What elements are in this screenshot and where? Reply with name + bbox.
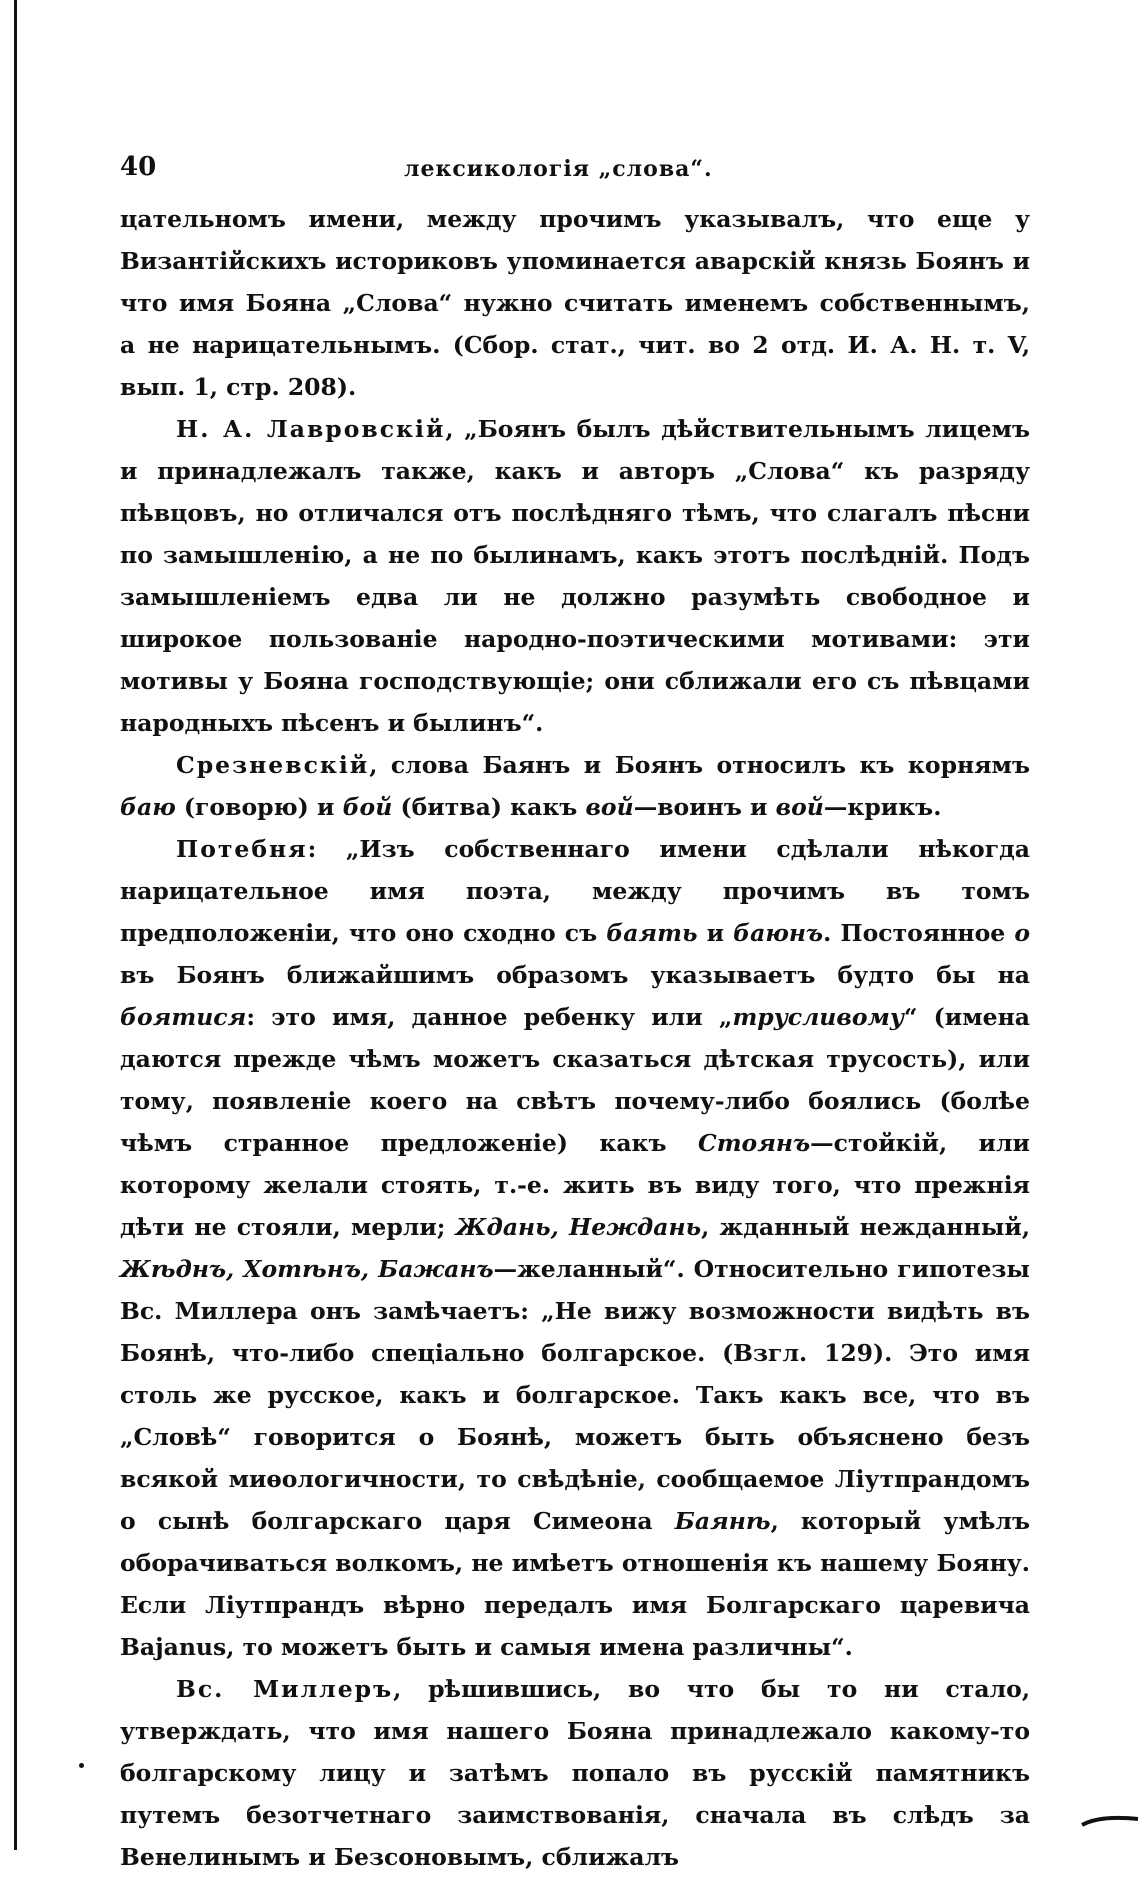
- text-segment: —желанный“. Относительно гипотезы Вс. Миллера онъ замѣчаетъ: „Не вижу возможности видѣть въ Боянѣ, что-либо спеціально болгарское. (Взгл. 129). Это имя столь же русское, какъ и болгарское. Такъ какъ все, что въ „Словѣ“ говорится о Боянѣ, можетъ быть объяснено безъ всякой миѳологичности, то свѣдѣніе, сообщаемое Ліутпрандомъ о сынѣ болгарскаго царя Симеона: [120, 1255, 1030, 1535]
- text-segment: , который умѣлъ оборачиваться волкомъ, не имѣетъ отношенія къ нашему Бояну. Если Ліутпрандъ вѣрно передалъ имя Болгарскаго царевича Bajanus, то можетъ быть и самыя имена различны“.: [120, 1507, 1030, 1661]
- running-head: лексикологія „слова“.: [404, 156, 713, 182]
- page-edge-line: [14, 0, 17, 1850]
- italic-term: Стоянъ: [697, 1129, 811, 1157]
- text-segment: : это имя, данное ребенку или „: [246, 1003, 733, 1031]
- italic-term: баять: [606, 919, 698, 947]
- text-segment: цательномъ имени, между прочимъ указывалъ, что еще у Византійскихъ историковъ упоминается аварскій князь Боянъ и что имя Бояна „Слова“ нужно считать именемъ собственнымъ, а не нарицательнымъ. (Сбор. стат., чит. во 2 отд. И. А. Н. т. V, вып. 1, стр. 208).: [120, 205, 1030, 401]
- paragraph-1: [120, 198, 1030, 408]
- page-header: [120, 150, 1030, 190]
- paragraph-miller: [120, 1668, 1030, 1878]
- italic-term: о: [1014, 919, 1031, 947]
- italic-term: Жѣднъ, Хотѣнъ, Бажанъ: [120, 1255, 494, 1283]
- paragraph-lavrovsky: [120, 408, 1030, 744]
- italic-term: вой: [775, 793, 824, 821]
- scan-speck: [79, 1763, 84, 1768]
- book-page: [120, 150, 1030, 1878]
- italic-term: баюнъ: [733, 919, 824, 947]
- text-segment: въ Боянъ ближайшимъ образомъ указываетъ будто бы на: [120, 961, 1030, 989]
- text-segment: , жданный нежданный,: [701, 1213, 1030, 1241]
- text-segment: , „Боянъ былъ дѣйствительнымъ лицемъ и принадлежалъ также, какъ и авторъ „Слова“ къ разряду пѣвцовъ, но отличался отъ послѣдняго тѣмъ, что слагалъ пѣсни по замышленію, а не по былинамъ, какъ этотъ послѣдній. Подъ замышленіемъ едва ли не должно разумѣть свободное и широкое пользованіе народно-поэтическими мотивами: эти мотивы у Бояна господствующіе; они сближали его съ пѣвцами народныхъ пѣсенъ и былинъ“.: [120, 415, 1030, 737]
- text-segment: , слова Баянъ и Боянъ относилъ къ корнямъ: [369, 751, 1030, 779]
- italic-term: бой: [342, 793, 393, 821]
- author-name: Потебня: [176, 835, 308, 863]
- text-segment: —крикъ.: [823, 793, 942, 821]
- scan-edge-mark: [1080, 1815, 1140, 1827]
- paragraph-potebnya: [120, 828, 1030, 1668]
- text-segment: и: [697, 919, 734, 947]
- text-segment: : „Изъ собственнаго имени сдѣлали нѣкогда нарицательное имя поэта, между прочимъ въ томъ предположеніи, что оно сходно съ: [120, 835, 1030, 947]
- author-name: Н. А. Лавровскій: [176, 415, 446, 443]
- text-segment: “ (имена даются прежде чѣмъ можетъ сказаться дѣтская трусость), или тому, появленіе коего на свѣтъ почему-либо боялись (болѣе чѣмъ странное предложеніе) какъ: [120, 1003, 1031, 1157]
- paragraph-sreznevsky: [120, 744, 1030, 828]
- page-number: 40: [120, 152, 157, 182]
- author-name: Срезневскій: [176, 751, 370, 779]
- italic-term: трусливому: [732, 1003, 904, 1031]
- italic-term: Баянѣ: [674, 1507, 771, 1535]
- text-segment: (битва) какъ: [392, 793, 586, 821]
- text-segment: , рѣшившись, во что бы то ни стало, утверждать, что имя нашего Бояна принадлежало какому-то болгарскому лицу и затѣмъ попало въ русскій памятникъ путемъ безотчетнаго заимствованія, сначала въ слѣдъ за Венелинымъ и Безсоновымъ, сближалъ: [120, 1675, 1030, 1871]
- text-segment: (говорю) и: [175, 793, 343, 821]
- italic-term: баю: [120, 793, 176, 821]
- italic-term: боятися: [120, 1003, 247, 1031]
- italic-term: вой: [585, 793, 634, 821]
- author-name: Вс. Миллеръ: [176, 1675, 394, 1703]
- text-segment: . Постоянное: [823, 919, 1015, 947]
- text-segment: —воинъ и: [633, 793, 776, 821]
- text-segment: —стойкій, или которому желали стоять, т.-е. жить въ виду того, что прежнія дѣти не стояли, мерли;: [120, 1129, 1030, 1241]
- italic-term: Ждань, Неждань: [455, 1213, 702, 1241]
